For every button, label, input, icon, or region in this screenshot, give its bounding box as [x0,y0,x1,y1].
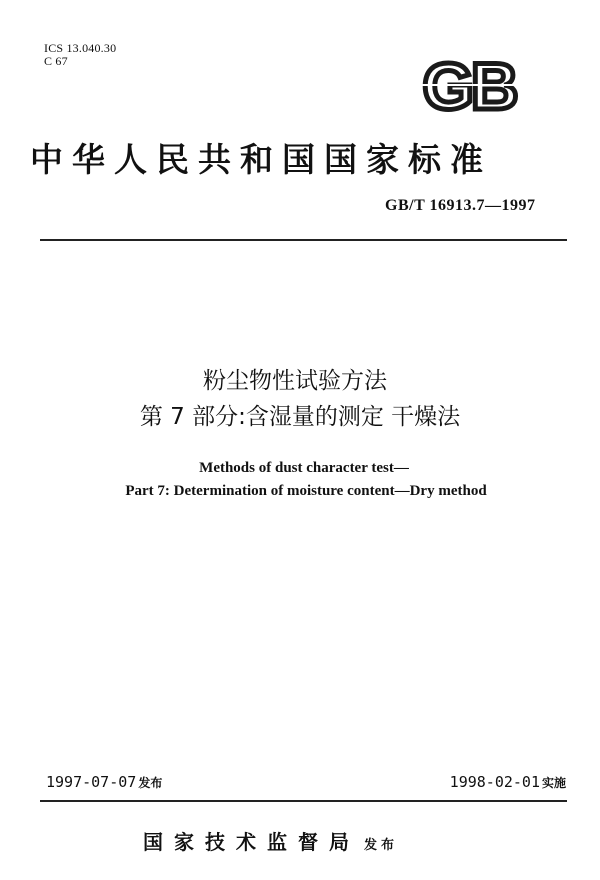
chinese-title-line1: 粉尘物性试验方法 [203,368,387,394]
ics-code: ICS 13.040.30 [44,41,117,55]
issue-date-block [46,773,162,791]
english-title-line1: Methods of dust character test— [199,460,409,476]
classification-codes [44,42,116,68]
publisher-block [143,826,398,855]
implementation-date-block [450,773,566,791]
issue-label: 发布 [138,776,163,790]
chinese-title-line2: 第 7 部分:含湿量的测定 干燥法 [139,404,461,430]
issue-date: 1997-07-07 [46,773,137,791]
gb-logo-text: GB [422,54,516,116]
publisher-action: 发布 [364,838,399,853]
top-divider [40,239,567,241]
bottom-divider [40,800,567,802]
implementation-date: 1998-02-01 [449,773,540,791]
ccs-code: C 67 [44,54,68,68]
national-standard-title: 中华人民共和国国家标准 [30,140,492,179]
standard-number: GB/T 16913.7—1997 [385,197,536,214]
publisher-name: 国家技术监督局 [143,830,360,854]
english-title-line2: Part 7: Determination of moisture content—Dry method [125,483,487,499]
gb-logo-icon [410,54,528,116]
implementation-label: 实施 [541,776,566,790]
